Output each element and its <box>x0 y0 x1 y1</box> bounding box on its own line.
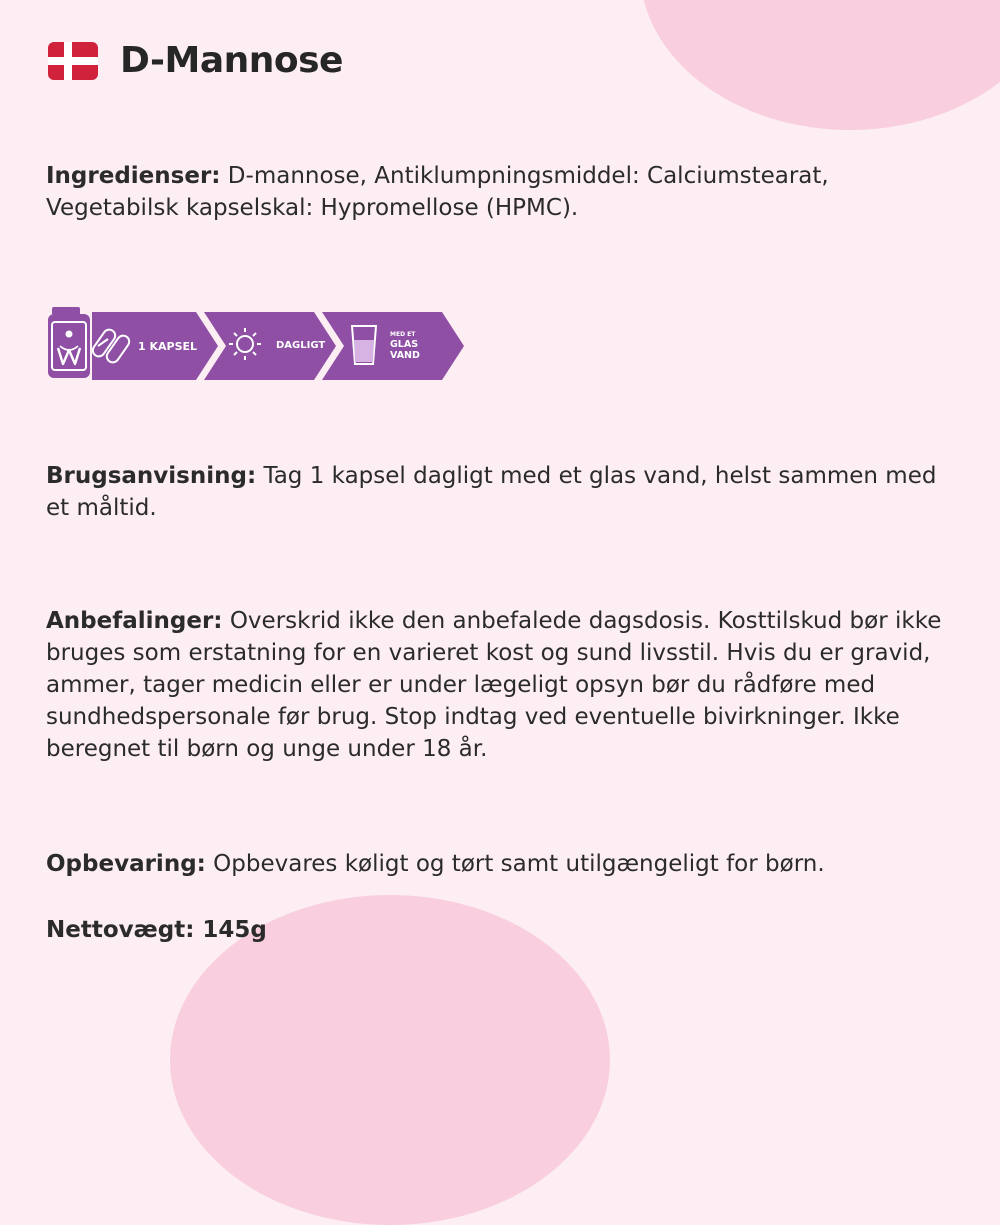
capsule-label: 1 KAPSEL <box>138 340 198 353</box>
recommendations-section <box>46 605 946 765</box>
glass-label-line2: VAND <box>390 350 420 361</box>
usage-label: Brugsanvisning: <box>46 463 257 489</box>
storage-text: Opbevares køligt og tørt samt utilgængeligt for børn. <box>205 851 825 877</box>
glass-label-line1: GLAS <box>390 339 419 350</box>
usage-text: Tag 1 kapsel dagligt med et glas vand, helst sammen med et måltid. <box>46 463 937 521</box>
denmark-flag-icon <box>48 42 98 80</box>
dosage-banner <box>46 304 470 380</box>
ingredients-section <box>46 160 946 224</box>
ingredients-text: D-mannose, Antiklumpningsmiddel: Calciumstearat, Vegetabilsk kapselskal: Hypromellose (HPMC). <box>46 163 829 221</box>
supplement-jar-icon <box>48 307 90 378</box>
net-weight-label: Nettovægt: <box>46 917 195 943</box>
header <box>48 40 343 81</box>
usage-section <box>46 460 946 524</box>
storage-label: Opbevaring: <box>46 851 206 877</box>
ingredients-label: Ingredienser: <box>46 163 221 189</box>
recommendations-label: Anbefalinger: <box>46 608 223 634</box>
decorative-blob-top <box>640 0 1000 130</box>
net-weight-section <box>46 914 946 946</box>
recommendations-text: Overskrid ikke den anbefalede dagsdosis. Kosttilskud bør ikke bruges som erstatning for en varieret kost og sund livsstil. Hvis du er gravid, ammer, tager medicin eller er under lægeligt opsyn bør du rådføre med sundhedspersonale før brug. Stop indtag ved eventuelle bivirkninger. Ikke beregnet til børn og unge under 18 år. <box>46 608 942 762</box>
product-title: D-Mannose <box>120 40 343 81</box>
storage-section <box>46 848 946 880</box>
net-weight-value: 145g <box>194 917 267 943</box>
glass-label-small: MED ET <box>390 331 416 338</box>
daily-label: DAGLIGT <box>276 340 326 351</box>
